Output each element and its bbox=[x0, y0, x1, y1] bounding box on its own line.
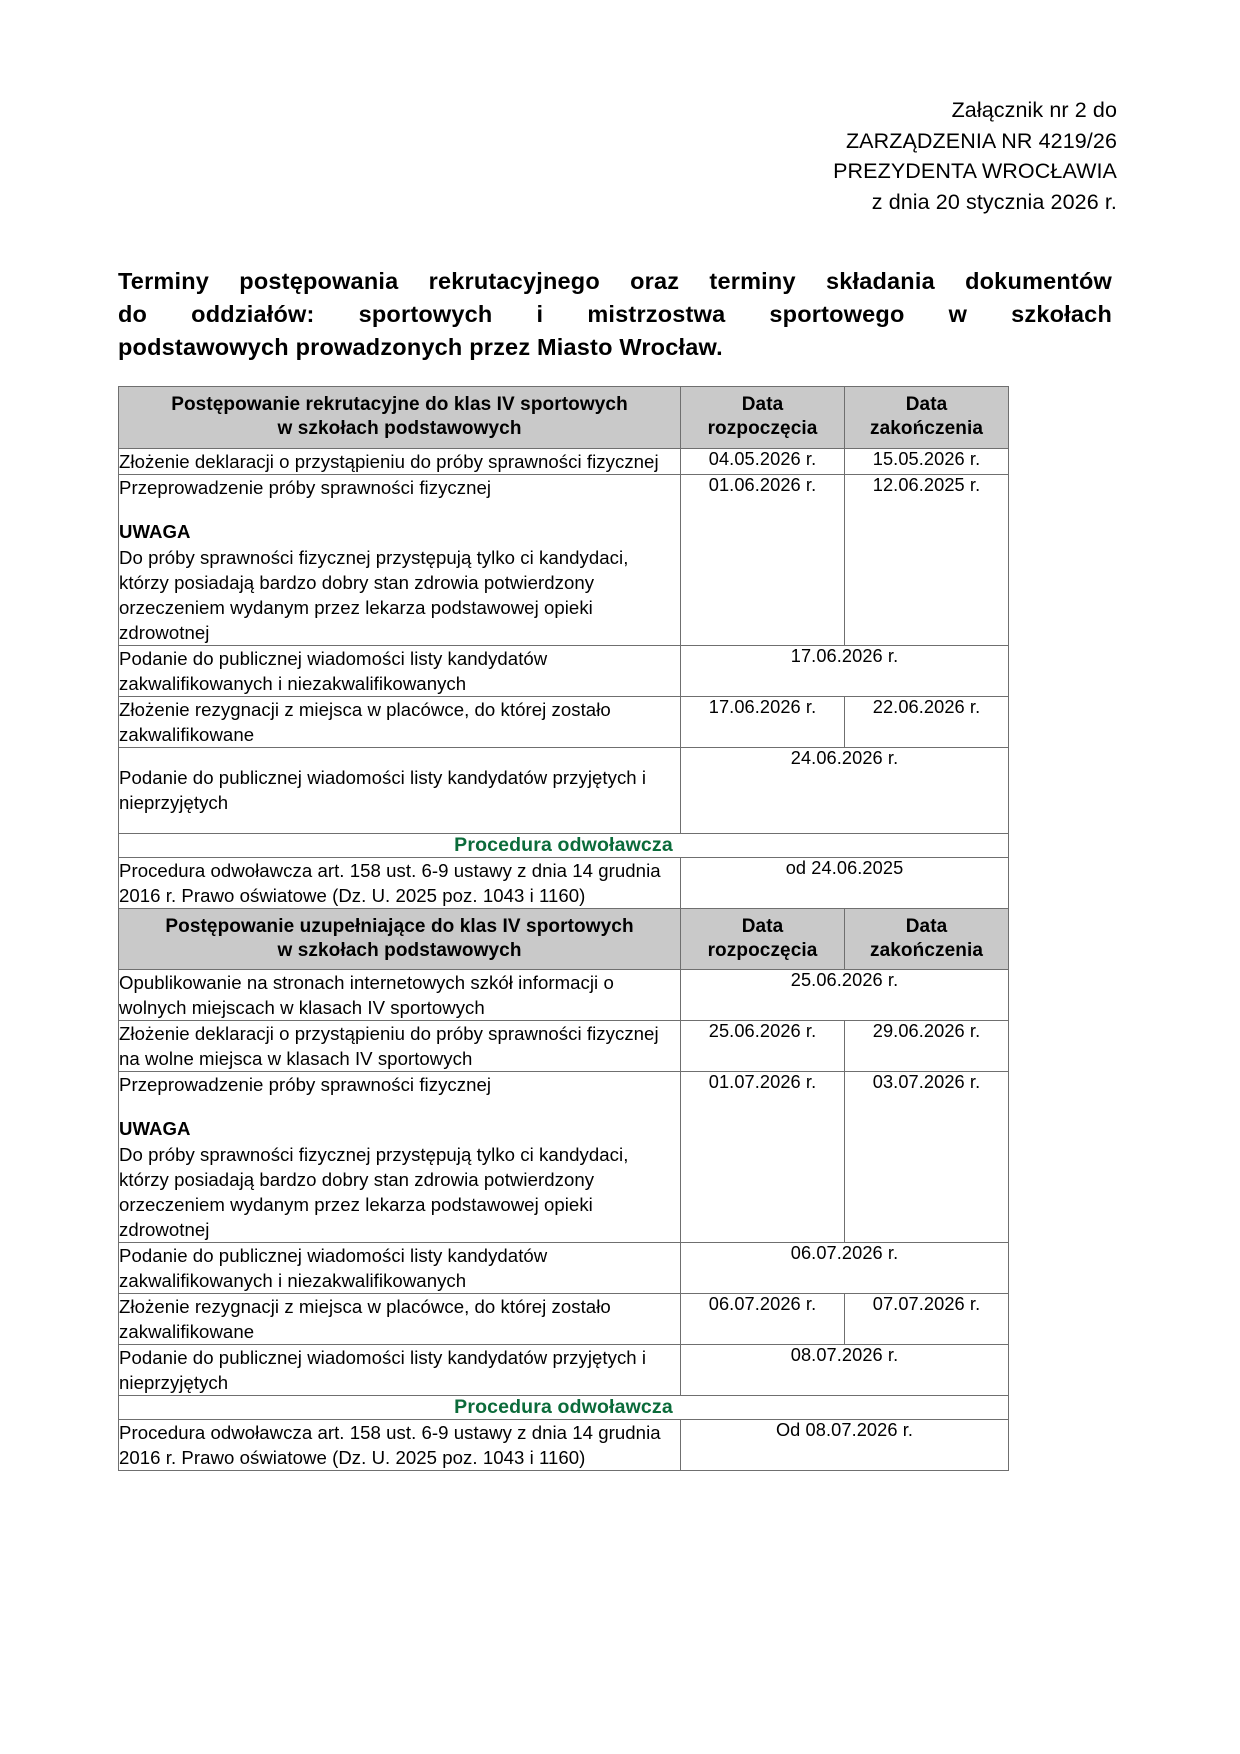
task-text: Złożenie deklaracji o przystąpieniu do próby sprawności fizycznej bbox=[119, 450, 659, 472]
column-header-start-line-1: Data bbox=[741, 393, 784, 415]
start-date-cell: 01.07.2026 r. bbox=[681, 1072, 845, 1243]
task-cell bbox=[119, 1345, 681, 1396]
start-date-cell: 25.06.2026 r. bbox=[681, 1021, 845, 1072]
section1-header-line-2: w szkołach podstawowych bbox=[277, 417, 522, 439]
table-row bbox=[119, 1294, 1009, 1345]
uwaga-text: Do próby sprawności fizycznej przystępują tylko ci kandydaci, którzy posiadają bardzo dobry stan zdrowia potwierdzony orzeczeniem wydanym przez lekarza podstawowej opieki zdrowotnej bbox=[119, 1144, 629, 1241]
task-text: Przeprowadzenie próby sprawności fizycznej bbox=[119, 476, 492, 498]
task-cell bbox=[119, 474, 681, 645]
appeal-procedure-banner: Procedura odwoławcza bbox=[119, 1396, 1009, 1420]
task-cell bbox=[119, 1294, 681, 1345]
task-cell bbox=[119, 1243, 681, 1294]
task-cell bbox=[119, 747, 681, 833]
task-text: Podanie do publicznej wiadomości listy kandydatów przyjętych i nieprzyjętych bbox=[119, 766, 647, 813]
task-cell bbox=[119, 857, 681, 908]
section2-header-task bbox=[119, 908, 681, 970]
end-date-cell: 22.06.2026 r. bbox=[845, 696, 1009, 747]
end-date-cell: 12.06.2025 r. bbox=[845, 474, 1009, 645]
table-row bbox=[119, 1243, 1009, 1294]
task-text: Opublikowanie na stronach internetowych szkół informacji o wolnych miejscach w klasach IV sportowych bbox=[119, 972, 614, 1019]
table-row bbox=[119, 1021, 1009, 1072]
end-date-cell: 03.07.2026 r. bbox=[845, 1072, 1009, 1243]
task-cell bbox=[119, 1072, 681, 1243]
table-row bbox=[119, 645, 1009, 696]
column-header-end-line-1: Data bbox=[905, 915, 948, 937]
table-row bbox=[119, 696, 1009, 747]
recruitment-schedule-table bbox=[118, 386, 1009, 1472]
section2-header-line-2: w szkołach podstawowych bbox=[277, 939, 522, 961]
end-date-cell: 15.05.2026 r. bbox=[845, 448, 1009, 474]
task-cell bbox=[119, 1420, 681, 1471]
task-text: Podanie do publicznej wiadomości listy kandydatów przyjętych i nieprzyjętych bbox=[119, 1347, 647, 1394]
merged-date-cell: Od 08.07.2026 r. bbox=[681, 1420, 1009, 1471]
task-note bbox=[119, 519, 680, 645]
section1-header-task bbox=[119, 386, 681, 448]
merged-date-cell: 24.06.2026 r. bbox=[681, 747, 1009, 833]
table-row bbox=[119, 474, 1009, 645]
column-header-end-date bbox=[845, 908, 1009, 970]
uwaga-label: UWAGA bbox=[119, 520, 191, 542]
column-header-start-line-2: rozpoczęcia bbox=[707, 939, 818, 961]
task-text: Podanie do publicznej wiadomości listy kandydatów zakwalifikowanych i niezakwalifikowanych bbox=[119, 1245, 548, 1292]
document-reference-line-4: z dnia 20 stycznia 2026 r. bbox=[871, 189, 1117, 214]
table-row bbox=[119, 747, 1009, 833]
task-cell bbox=[119, 1021, 681, 1072]
task-note bbox=[119, 1116, 680, 1242]
column-header-end-line-2: zakończenia bbox=[869, 939, 984, 961]
section2-header-line-1: Postępowanie uzupełniające do klas IV sportowych bbox=[165, 915, 634, 937]
task-cell bbox=[119, 448, 681, 474]
table-row bbox=[119, 1345, 1009, 1396]
column-header-start-line-1: Data bbox=[741, 915, 784, 937]
task-text: Złożenie deklaracji o przystąpieniu do próby sprawności fizycznej na wolne miejsca w klasach IV sportowych bbox=[119, 1023, 659, 1070]
table-row bbox=[119, 857, 1009, 908]
document-reference-line-1: Załącznik nr 2 do bbox=[951, 98, 1117, 122]
section1-header-row bbox=[119, 386, 1009, 448]
column-header-start-line-2: rozpoczęcia bbox=[707, 417, 818, 439]
start-date-cell: 06.07.2026 r. bbox=[681, 1294, 845, 1345]
merged-date-cell: 08.07.2026 r. bbox=[681, 1345, 1009, 1396]
appeal-banner-row bbox=[119, 1396, 1009, 1420]
merged-date-cell: od 24.06.2025 bbox=[681, 857, 1009, 908]
task-text: Podanie do publicznej wiadomości listy kandydatów zakwalifikowanych i niezakwalifikowanych bbox=[119, 647, 548, 694]
end-date-cell: 29.06.2026 r. bbox=[845, 1021, 1009, 1072]
uwaga-label: UWAGA bbox=[119, 1118, 191, 1140]
task-text: Przeprowadzenie próby sprawności fizycznej bbox=[119, 1074, 492, 1096]
start-date-cell: 01.06.2026 r. bbox=[681, 474, 845, 645]
document-reference-line-3: PREZYDENTA WROCŁAWIA bbox=[833, 159, 1117, 184]
column-header-start-date bbox=[681, 908, 845, 970]
column-header-end-line-1: Data bbox=[905, 393, 948, 415]
section1-header-line-1: Postępowanie rekrutacyjne do klas IV sportowych bbox=[171, 393, 628, 415]
start-date-cell: 17.06.2026 r. bbox=[681, 696, 845, 747]
merged-date-cell: 17.06.2026 r. bbox=[681, 645, 1009, 696]
task-text: Procedura odwoławcza art. 158 ust. 6-9 ustawy z dnia 14 grudnia 2016 r. Prawo oświatowe (Dz. U. 2025 poz. 1043 i 1160) bbox=[119, 1422, 661, 1469]
page-title-line-2: do oddziałów: sportowych i mistrzostwa sportowego w szkołach bbox=[118, 300, 1112, 327]
task-text: Złożenie rezygnacji z miejsca w placówce, do której zostało zakwalifikowane bbox=[119, 1296, 611, 1343]
task-text: Procedura odwoławcza art. 158 ust. 6-9 ustawy z dnia 14 grudnia 2016 r. Prawo oświatowe (Dz. U. 2025 poz. 1043 i 1160) bbox=[119, 859, 661, 906]
page-title-line-3: podstawowych prowadzonych przez Miasto Wrocław. bbox=[118, 333, 723, 360]
task-cell bbox=[119, 696, 681, 747]
end-date-cell: 07.07.2026 r. bbox=[845, 1294, 1009, 1345]
section2-header-row bbox=[119, 908, 1009, 970]
column-header-end-line-2: zakończenia bbox=[869, 417, 984, 439]
table-row bbox=[119, 1420, 1009, 1471]
appeal-procedure-banner: Procedura odwoławcza bbox=[119, 833, 1009, 857]
column-header-end-date bbox=[845, 386, 1009, 448]
document-reference-line-2: ZARZĄDZENIA NR 4219/26 bbox=[845, 128, 1117, 153]
task-cell bbox=[119, 970, 681, 1021]
task-text: Złożenie rezygnacji z miejsca w placówce, do której zostało zakwalifikowane bbox=[119, 698, 611, 745]
appeal-banner-row bbox=[119, 833, 1009, 857]
uwaga-text: Do próby sprawności fizycznej przystępują tylko ci kandydaci, którzy posiadają bardzo dobry stan zdrowia potwierdzony orzeczeniem wydanym przez lekarza podstawowej opieki zdrowotnej bbox=[119, 546, 629, 643]
table-row bbox=[119, 1072, 1009, 1243]
page-title-line-1: Terminy postępowania rekrutacyjnego oraz terminy składania dokumentów bbox=[118, 268, 1112, 295]
merged-date-cell: 25.06.2026 r. bbox=[681, 970, 1009, 1021]
page-title bbox=[118, 265, 1122, 364]
table-row bbox=[119, 448, 1009, 474]
table-row bbox=[119, 970, 1009, 1021]
merged-date-cell: 06.07.2026 r. bbox=[681, 1243, 1009, 1294]
start-date-cell: 04.05.2026 r. bbox=[681, 448, 845, 474]
column-header-start-date bbox=[681, 386, 845, 448]
document-reference-block bbox=[118, 95, 1122, 217]
task-cell bbox=[119, 645, 681, 696]
